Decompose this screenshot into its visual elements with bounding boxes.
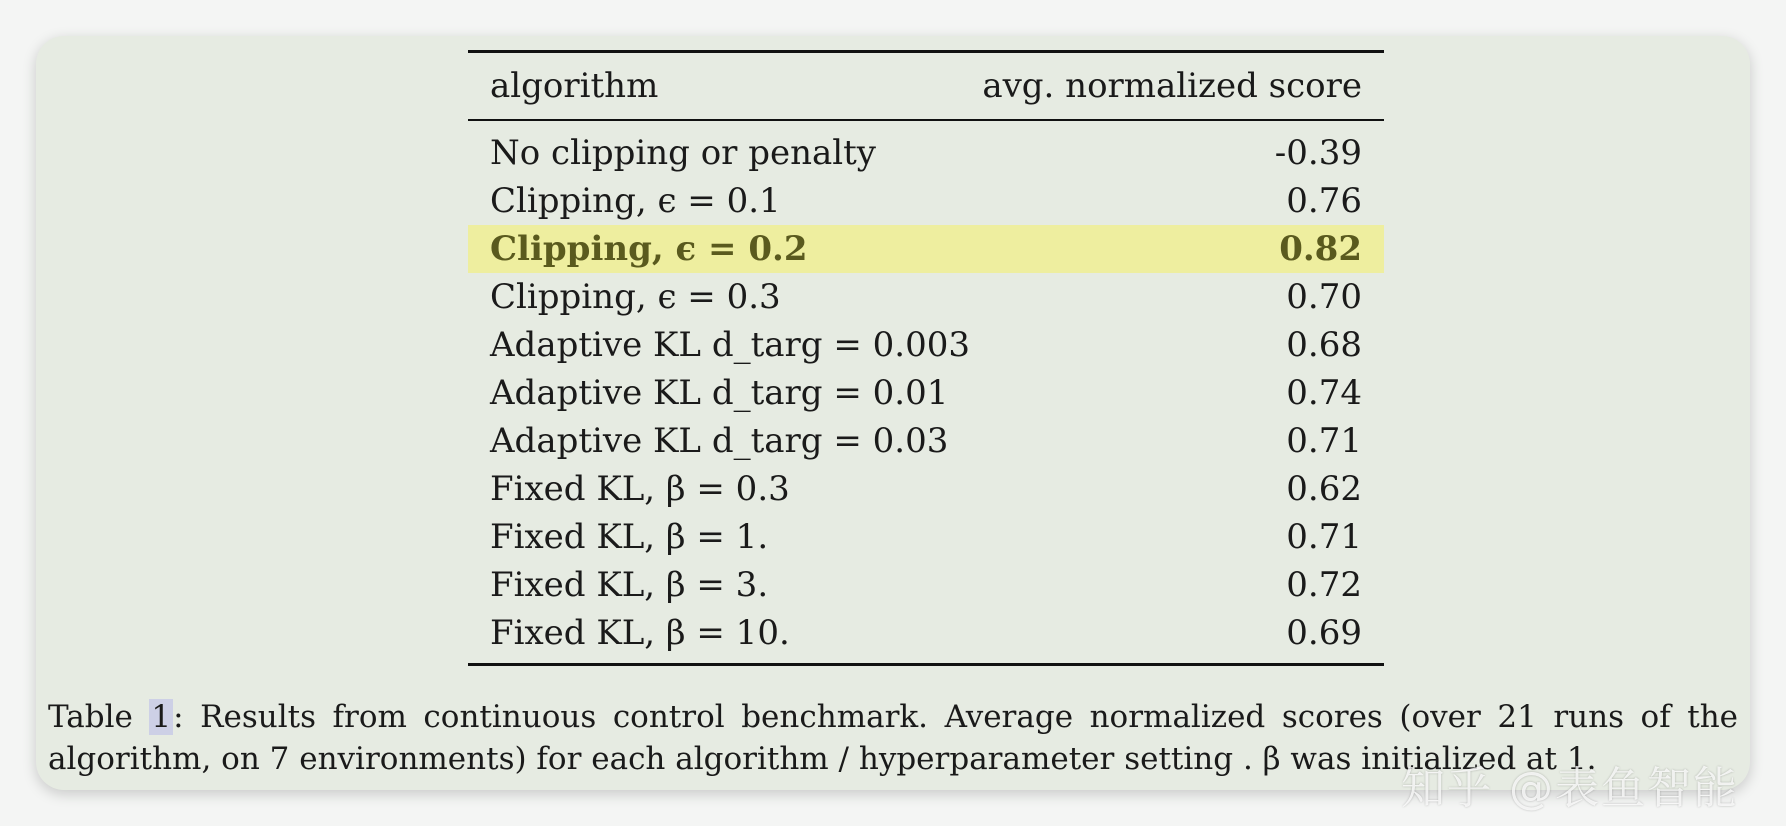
table-row [468,513,1384,561]
score-cell: 0.76 [1286,181,1362,221]
caption-number[interactable]: 1 [151,699,172,735]
table-row [468,369,1384,417]
caption-label: Table [48,699,133,735]
algorithm-cell: Fixed KL, β = 3. [490,565,769,605]
table-row [468,225,1384,273]
table-row [468,273,1384,321]
table-row [468,609,1384,657]
algorithm-cell: Fixed KL, β = 0.3 [490,469,790,509]
bottom-rule [468,663,1384,666]
table-header [468,53,1384,119]
score-cell: 0.71 [1286,517,1362,557]
score-cell: 0.74 [1286,373,1362,413]
score-cell: 0.71 [1286,421,1362,461]
score-cell: 0.62 [1286,469,1362,509]
header-score: avg. normalized score [982,66,1362,106]
caption-text: : Results from continuous control benchmark. Average normalized scores (over 21 runs of the algorithm, on 7 environments) for each algorithm / hyperparameter setting . β was initialized at 1. [48,699,1739,777]
algorithm-cell: Clipping, ϵ = 0.3 [490,277,781,317]
algorithm-cell: Clipping, ϵ = 0.2 [490,229,808,269]
score-cell: -0.39 [1274,133,1362,173]
table-row [468,321,1384,369]
results-table [468,50,1384,666]
table-row [468,417,1384,465]
score-cell: 0.68 [1286,325,1362,365]
algorithm-cell: Adaptive KL d_targ = 0.01 [490,373,949,413]
algorithm-cell: Clipping, ϵ = 0.1 [490,181,781,221]
algorithm-cell: Adaptive KL d_targ = 0.003 [490,325,970,365]
table-body [468,121,1384,663]
header-algorithm: algorithm [490,66,659,106]
score-cell: 0.72 [1286,565,1362,605]
algorithm-cell: No clipping or penalty [490,133,877,173]
table-row [468,177,1384,225]
algorithm-cell: Fixed KL, β = 1. [490,517,769,557]
table-row [468,129,1384,177]
score-cell: 0.70 [1286,277,1362,317]
table-row [468,465,1384,513]
watermark: 知乎 @表鱼智能 [1401,763,1739,814]
score-cell: 0.82 [1279,229,1362,269]
table-card [36,36,1750,814]
score-cell: 0.69 [1286,613,1362,653]
algorithm-cell: Adaptive KL d_targ = 0.03 [490,421,949,461]
algorithm-cell: Fixed KL, β = 10. [490,613,790,653]
table-row [468,561,1384,609]
